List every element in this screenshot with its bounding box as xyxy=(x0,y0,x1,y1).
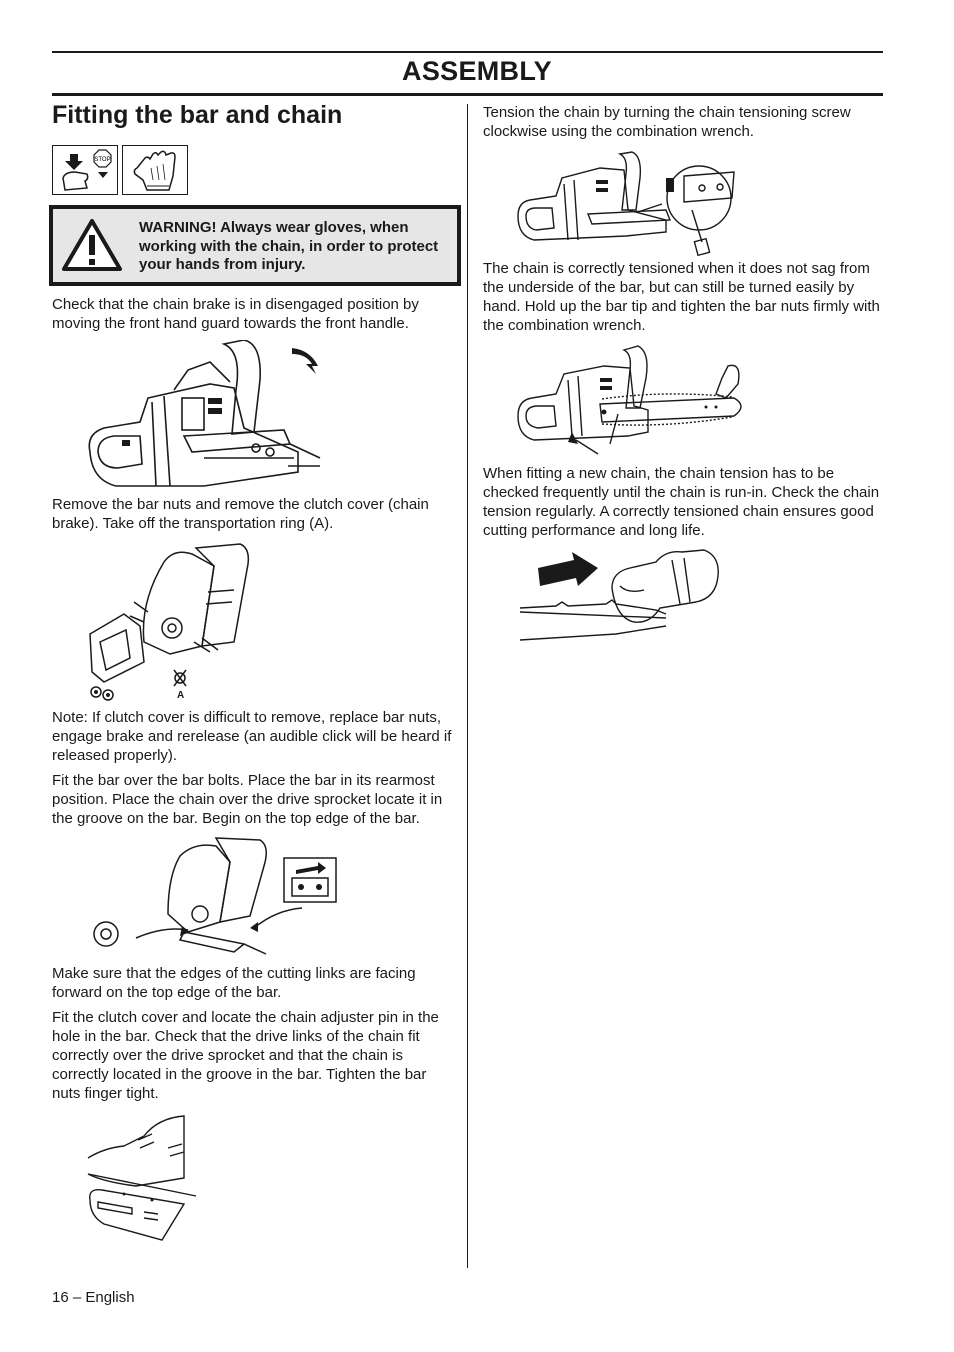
clutch-cover-figure xyxy=(84,542,254,702)
paragraph-cutting-links: Make sure that the edges of the cutting links are facing forward on the top edge of the bar. xyxy=(52,965,416,1001)
paragraph-chain-brake: Check that the chain brake is in disengaged position by moving the front hand guard towards the front handle. xyxy=(52,296,419,332)
column-divider xyxy=(467,104,468,1268)
glove-chain-figure xyxy=(516,546,724,650)
label-a: A xyxy=(177,690,185,701)
warning-triangle-icon xyxy=(61,218,123,272)
stop-label: STOP xyxy=(94,157,111,163)
paragraph-correct-tension: The chain is correctly tensioned when it does not sag from the underside of the bar, but can still be turned easily by hand. Hold up the bar tip and tighten the bar nuts firmly with the combination wrench. xyxy=(483,260,880,334)
paragraph-note: Note: If clutch cover is difficult to remove, replace bar nuts, engage brake and rerelease (an audible click will be heard if released properly). xyxy=(52,709,452,764)
paragraph-fit-bar: Fit the bar over the bar bolts. Place the bar in its rearmost position. Place the chain over the drive sprocket locate it in the groove on the bar. Begin on the top edge of the bar. xyxy=(52,772,443,827)
paragraph-new-chain: When fitting a new chain, the chain tension has to be checked frequently until the chain is run-in. Check the chain tension regularly. A correctly tensioned chain ensures good cutting performance and long life. xyxy=(483,465,880,539)
paragraph-tension-chain: Tension the chain by turning the chain tensioning screw clockwise using the combination wrench. xyxy=(483,104,851,140)
chainsaw-handguard-figure xyxy=(84,340,324,488)
hold-bar-tip-figure xyxy=(516,344,748,462)
page-footer: 16 – English xyxy=(52,1289,135,1306)
fit-chain-figure xyxy=(84,836,340,960)
tension-screw-figure xyxy=(516,150,738,258)
paragraph-remove-nuts: Remove the bar nuts and remove the clutch cover (chain brake). Take off the transportation ring (A). xyxy=(52,496,429,532)
warning-box xyxy=(49,205,461,286)
warning-text: WARNING! Always wear gloves, when working with the chain, in order to protect your hands from injury. xyxy=(139,219,439,273)
stop-hand-icon xyxy=(52,145,118,195)
bar-closeup-figure xyxy=(84,1108,208,1244)
section-title: ASSEMBLY xyxy=(402,56,552,86)
header-rule xyxy=(52,93,883,96)
glove-icon xyxy=(122,145,188,195)
paragraph-fit-clutch-cover: Fit the clutch cover and locate the chain adjuster pin in the hole in the bar. Check that the drive links of the chain fit correctly over the drive sprocket and that the chain is correctly located in the groove in the bar. Tighten the bar nuts finger tight. xyxy=(52,1009,439,1102)
page-heading: Fitting the bar and chain xyxy=(52,101,343,129)
top-rule xyxy=(52,51,883,53)
